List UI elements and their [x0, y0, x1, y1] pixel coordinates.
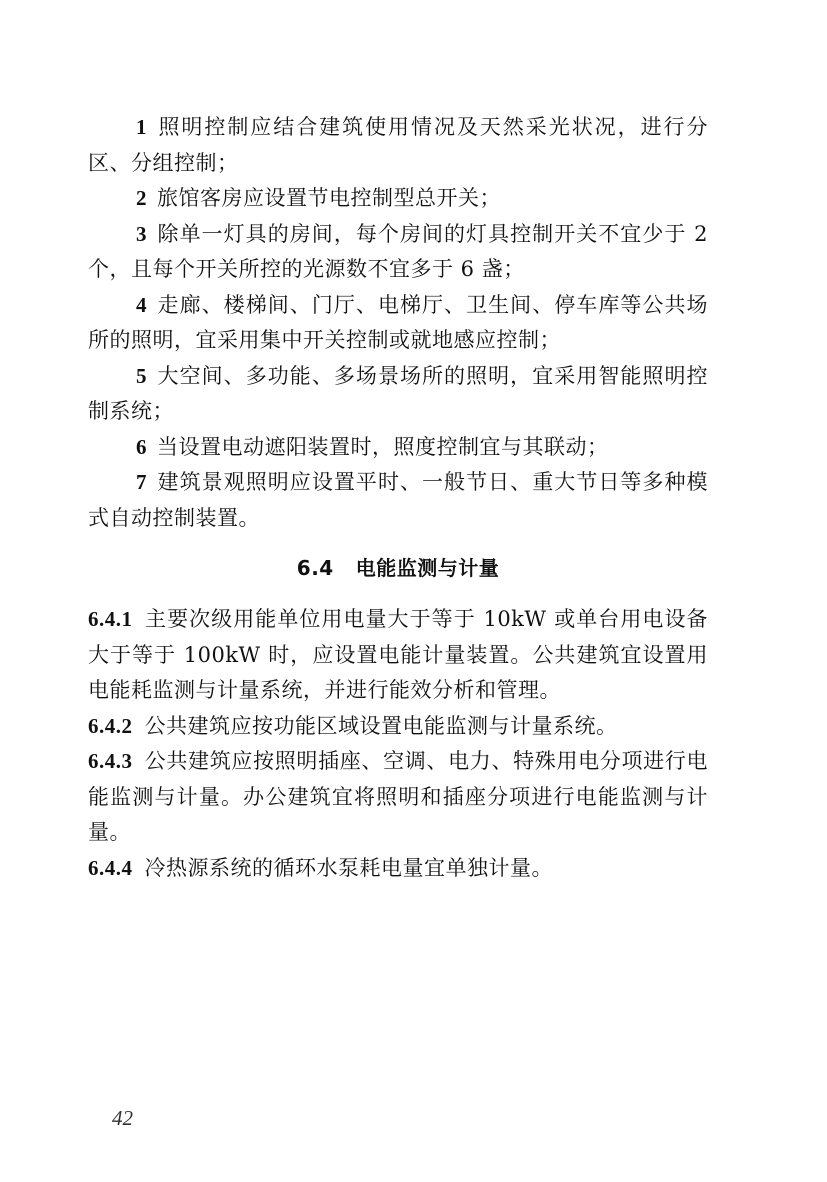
list-item-number: 2 [136, 186, 147, 210]
list-item-2 [88, 181, 708, 217]
section-title: 电能监测与计量 [355, 556, 500, 580]
list-item-text: 大空间、多功能、多场景场所的照明，宜采用智能照明控制系统； [88, 363, 708, 423]
clause-text: 公共建筑应按功能区域设置电能监测与计量系统。 [144, 713, 618, 738]
list-item-text: 走廊、楼梯间、门厅、电梯厅、卫生间、停车库等公共场所的照明，宜采用集中开关控制或就地感应控制； [88, 292, 708, 352]
list-item-number: 1 [136, 115, 147, 139]
list-item-text: 建筑景观照明应设置平时、一般节日、重大节日等多种模式自动控制装置。 [88, 470, 708, 530]
section-number: 6.4 [296, 556, 334, 580]
body-text [88, 110, 708, 886]
list-item-6 [88, 430, 708, 466]
clause-6-4-1 [88, 602, 708, 709]
list-item-number: 7 [136, 470, 147, 494]
list-item-3 [88, 217, 708, 288]
list-item-text: 除单一灯具的房间，每个房间的灯具控制开关不宜少于 2 个，且每个开关所控的光源数不宜多于 6 盏； [88, 221, 708, 281]
list-item-number: 4 [136, 292, 147, 317]
page-number: 42 [112, 1106, 133, 1130]
clause-text: 公共建筑应按照明插座、空调、电力、特殊用电分项进行电能监测与计量。办公建筑宜将照明和插座分项进行电能监测与计量。 [88, 749, 708, 844]
clause-text: 主要次级用能单位用电量大于等于 10kW 或单台用电设备大于等于 100kW 时，应设置电能计量装置。公共建筑宜设置用电能耗监测与计量系统，并进行能效分析和管理。 [88, 607, 708, 702]
clause-text: 冷热源系统的循环水泵耗电量宜单独计量。 [144, 855, 553, 880]
clause-number: 6.4.2 [88, 713, 133, 738]
list-item-5 [88, 359, 708, 430]
list-item-4 [88, 288, 708, 359]
clause-6-4-3 [88, 744, 708, 851]
list-item-text: 照明控制应结合建筑使用情况及天然采光状况，进行分区、分组控制； [88, 115, 708, 175]
clause-number: 6.4.1 [88, 607, 133, 631]
list-item-number: 6 [136, 434, 147, 459]
list-item-text: 当设置电动遮阳装置时，照度控制宜与其联动； [157, 434, 609, 459]
clause-6-4-2 [88, 709, 708, 745]
clause-6-4-4 [88, 851, 708, 887]
clause-number: 6.4.4 [88, 855, 133, 880]
list-item-text: 旅馆客房应设置节电控制型总开关； [157, 186, 501, 210]
section-heading [88, 550, 708, 586]
clause-number: 6.4.3 [88, 749, 133, 773]
list-item-7 [88, 465, 708, 536]
list-item-1 [88, 110, 708, 181]
list-item-number: 5 [136, 363, 147, 388]
list-item-number: 3 [136, 221, 147, 246]
